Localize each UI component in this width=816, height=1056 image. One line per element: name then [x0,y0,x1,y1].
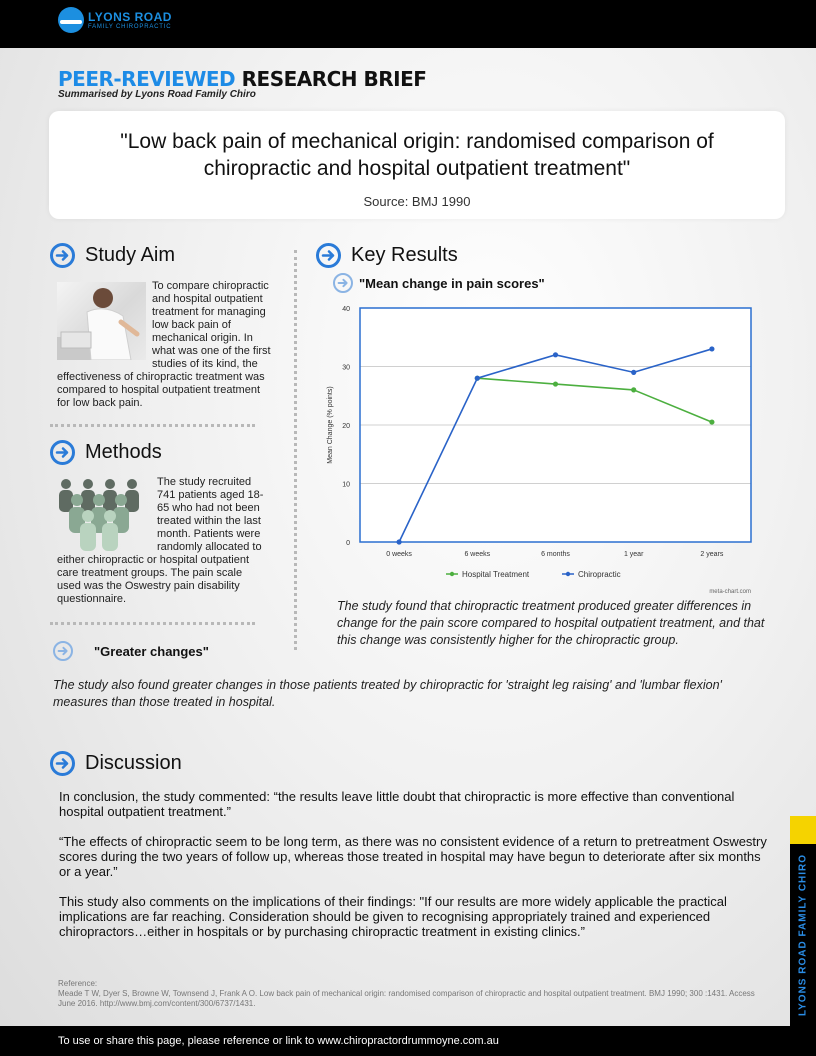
arrow-right-circle-icon [53,641,73,661]
paper-title-line2: chiropractic and hospital outpatient treatment" [203,157,631,180]
page-subtitle: Summarised by Lyons Road Family Chiro [58,89,256,100]
sidebar-text: LYONS ROAD FAMILY CHIRO [797,853,809,1017]
methods-text: The study recruited 741 patients aged 18-65 who had not been treated within the last month. Patients were randomly allocated to either chiropractic or hospital outpatient care treatment groups. The pain scale used was the Oswestry pain disability questionnaire. [57,476,264,605]
sidebar-tab [790,844,816,1026]
study-aim-header [50,243,175,268]
study-aim-heading: Study Aim [85,244,176,266]
arrow-right-circle-icon [50,751,75,776]
discussion-header [50,751,182,776]
pain-score-chart [318,296,768,596]
data-point [475,376,480,381]
pain-scores-title: "Mean change in pain scores" [359,276,545,291]
legend-marker [450,572,454,576]
paper-source: Source: BMJ 1990 [363,194,471,209]
arrow-right-circle-icon [316,243,341,268]
legend-label: Chiropractic [578,570,621,579]
y-tick-label: 30 [342,364,350,372]
data-point [553,381,558,386]
y-tick-label: 10 [342,481,350,489]
chart-watermark: meta-chart.com [709,589,751,595]
greater-changes-header [53,641,73,661]
brand-logo[interactable] [58,7,172,33]
greater-changes-title: "Greater changes" [94,644,209,659]
x-tick-label: 2 years [700,551,724,558]
page-title [58,67,426,91]
paper-title [49,128,785,182]
divider [50,424,255,427]
reference-text: Meade T W, Dyer S, Browne W, Townsend J, Frank A O. Low back pain of mechanical origin: randomised comparison of chiropractic and hospital outpatient treatment. BMJ 1990; 300 :1431. Access June 2016. http://www.bmj.com/content/300/6737/1431. [58,989,755,1008]
data-point [553,352,558,357]
discussion-paragraph-2: “The effects of chiropractic seem to be long term, as there was no consistent evidence of a return to pretreatment Oswestry scores during the two years of follow up, whereas those treated in hospital may have begun to deteriorate after six months or a year.” [59,834,767,879]
reference-label: Reference: [58,979,98,988]
chart-canvas [318,296,768,596]
greater-changes-text: The study also found greater changes in those patients treated by chiropractic for 'straight leg raising' and 'lumbar flexion' measures than those treated in hospital. [53,678,722,709]
y-tick-label: 40 [342,306,350,313]
discussion-paragraph-1: In conclusion, the study commented: “the results leave little doubt that chiropractic is more effective than conventional hospital outpatient treatment.” [59,789,735,819]
x-tick-label: 1 year [623,551,644,558]
reference [58,979,768,1009]
page-title-part1: PEER-REVIEWED [58,67,236,91]
methods-text-block [57,476,267,606]
y-tick-label: 20 [342,423,350,430]
footer-text[interactable]: To use or share this page, please reference or link to www.chiropractordrummoyne.com.au [58,1035,499,1047]
study-aim-text-block [57,280,275,410]
paper-title-line1: "Low back pain of mechanical origin: randomised comparison of [120,130,714,153]
brand-tagline: FAMILY CHIROPRACTIC [88,23,172,30]
x-tick-label: 0 weeks [386,551,412,558]
arrow-right-circle-icon [50,243,75,268]
x-tick-label: 6 weeks [464,551,491,558]
logo-icon [58,7,84,33]
y-axis-label: Mean Change (% points) [327,386,334,464]
discussion-paragraph-3: This study also comments on the implications of their findings: "If our results are more widely applicable the practical implications are far reaching. Consideration should be given to recognising appropriately trained and experienced chiropractors…either in hospitals or by purchasing chiropractic treatment in existing clinics.” [59,894,727,939]
data-point [631,387,636,392]
top-bar [0,0,816,48]
data-point [709,419,714,424]
data-point [631,370,636,375]
brand-name: LYONS ROAD [88,9,172,24]
divider [50,622,255,625]
data-point [397,539,402,544]
column-divider [294,250,297,650]
paper-title-card [49,111,785,219]
study-aim-text: To compare chiropractic and hospital outpatient treatment for managing low back pain of mechanical origin. In what was one of the first studies of its kind, the effectiveness of chiropractic treatment was compared to hospital outpatient treatment for low back pain. [57,280,271,409]
methods-header [50,440,162,465]
discussion-heading: Discussion [85,752,182,774]
x-tick-label: 6 months [541,551,570,558]
sidebar-accent [790,816,816,844]
arrow-right-circle-icon [333,273,353,293]
page-title-part2: RESEARCH BRIEF [241,67,427,91]
key-results-heading: Key Results [351,244,458,266]
y-tick-label: 0 [346,540,350,547]
data-point [709,346,714,351]
arrow-right-circle-icon [50,440,75,465]
methods-heading: Methods [85,441,162,463]
legend-marker [566,572,570,576]
legend-label: Hospital Treatment [462,570,530,579]
key-results-text: The study found that chiropractic treatment produced greater differences in change for the pain score compared to hospital outpatient treatment, and that this change was consistently higher for the chiropractic group. [337,599,765,647]
key-results-header [316,243,458,268]
footer-bar [0,1026,816,1056]
pain-scores-header [333,273,353,293]
